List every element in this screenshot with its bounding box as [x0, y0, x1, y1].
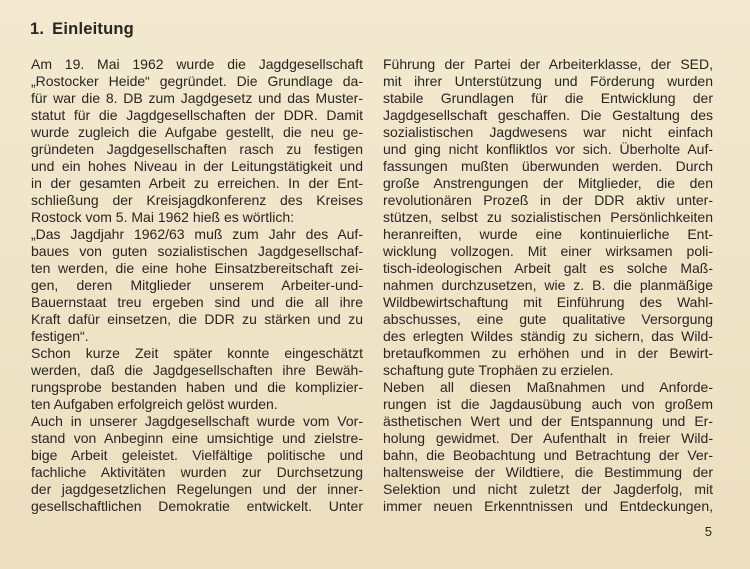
text-line: sozialistischen Jagdwesens war nicht einfach — [383, 124, 713, 140]
text-line: Jagdgesellschaft geschaffen. Die Gestaltung des — [383, 107, 713, 123]
text-line: festigen“. — [31, 328, 89, 344]
text-line: Auch in unserer Jagdgesellschaft wurde vom Vor- — [31, 413, 363, 429]
text-line: „Das Jagdjahr 1962/63 muß zum Jahr des Auf- — [31, 226, 363, 242]
text-line: schließung der Kreisjagdkonferenz des Kreises — [31, 192, 363, 208]
text-line: „Rostocker Heide“ gegründet. Die Grundlage da- — [31, 73, 363, 89]
text-line: Bauernstaat treu ergeben sind und die all ihre — [31, 294, 363, 310]
chapter-number: 1. — [30, 20, 45, 38]
right-text-column — [383, 56, 713, 515]
chapter-heading — [30, 20, 134, 39]
text-line: holung gewidmet. Der Aufenthalt in freier Wild- — [383, 430, 713, 446]
text-line: Wildbewirtschaftung mit Einführung des Wahl- — [383, 294, 713, 310]
text-line: Schon kurze Zeit später konnte eingeschätzt — [31, 345, 363, 361]
text-line: fassungen mußten überwunden werden. Durch — [383, 158, 713, 174]
text-line: Kraft dafür einsetzen, die DDR zu stärken und zu — [31, 311, 363, 327]
text-line: Am 19. Mai 1962 wurde die Jagdgesellschaft — [31, 56, 363, 72]
text-line: stützen, selbst zu sozialistischen Persönlichkeiten — [383, 209, 713, 225]
text-line: große Anstrengungen der Mitglieder, die den — [383, 175, 713, 191]
text-line: gen, deren Mitglieder unserem Arbeiter-und- — [31, 277, 363, 293]
text-line: rungsprobe bestanden haben und die komplizier- — [31, 379, 363, 395]
text-line: haltensweise der Wildtiere, die Bestimmung der — [383, 464, 713, 480]
text-line: rungen ist die Jagdausübung auch von großem — [383, 396, 713, 412]
text-line: immer neuen Erkenntnissen und Entdeckungen, — [383, 498, 713, 514]
text-line: Selektion und nicht zuletzt der Jagderfolg, mit — [383, 481, 713, 497]
text-line: stabile Grundlagen für die Entwicklung der — [383, 90, 713, 106]
text-line: gründeten Jagdgesellschaften rasch zu festigen — [31, 141, 363, 157]
text-line: in der gesamten Arbeit zu erreichen. In der Ent- — [31, 175, 363, 191]
chapter-title: Einleitung — [52, 20, 134, 38]
text-line: fachliche Aktivitäten wurden zur Durchsetzung — [31, 464, 363, 480]
text-line: ten werden, die eine hohe Einsatzbereitschaft zei- — [31, 260, 363, 276]
left-text-column — [31, 56, 363, 515]
text-line: und ging nicht konfliktlos vor sich. Überholte Auf- — [383, 141, 713, 157]
text-line: tisch-ideologischen Arbeit galt es solche Maß- — [383, 260, 713, 276]
text-line: ten Aufgaben erfolgreich gelöst wurden. — [31, 396, 278, 412]
text-line: bretaufkommen zu erhöhen und in der Bewirt- — [383, 345, 713, 361]
text-line: bige Arbeit geleistet. Vielfältige politische und — [31, 447, 363, 463]
text-line: schaftung gute Trophäen zu erzielen. — [383, 362, 614, 378]
text-line: Neben all diesen Maßnahmen und Anforde- — [383, 379, 713, 395]
text-line: der jagdgesetzlichen Regelungen und der inner- — [31, 481, 363, 497]
text-line: Rostock vom 5. Mai 1962 hieß es wörtlich: — [31, 209, 294, 225]
text-line: wicklung vollzogen. Mit einer wirksamen poli- — [383, 243, 713, 259]
text-line: werden, daß die Jagdgesellschaften ihre Bewäh- — [31, 362, 363, 378]
text-line: revolutionären Prozeß in der DDR aktiv unter- — [383, 192, 713, 208]
text-line: abschusses, eine gute qualitative Versorgung — [383, 311, 713, 327]
text-line: gesellschaftlichen Demokratie entwickelt. Unter — [31, 498, 363, 514]
text-line: Führung der Partei der Arbeiterklasse, der SED, — [383, 56, 713, 72]
text-line: wurde zugleich die Aufgabe gestellt, die neu ge- — [31, 124, 363, 140]
text-line: statut für die Jagdgesellschaften der DDR. Damit — [31, 107, 363, 123]
text-line: nahmen durchzusetzen, wie z. B. die planmäßige — [383, 277, 713, 293]
text-line: ästhetischen Wert und der Entspannung und Er- — [383, 413, 713, 429]
text-line: des erlegten Wildes ständig zu sichern, das Wild- — [383, 328, 713, 344]
page-number: 5 — [704, 524, 712, 539]
text-line: heranreiften, wurde eine kontinuierliche Ent- — [383, 226, 713, 242]
text-line: mit ihrer Unterstützung und Förderung wurden — [383, 73, 713, 89]
text-line: für war die 8. DB zum Jagdgesetz und das Muster- — [31, 90, 363, 106]
text-line: stand von Anbeginn eine umsichtige und zielstre- — [31, 430, 363, 446]
text-line: baues von guten sozialistischen Jagdgesellschaf- — [31, 243, 363, 259]
text-line: und ein hohes Niveau in der Leitungstätigkeit und — [31, 158, 363, 174]
text-line: bahn, die Beobachtung und Betrachtung der Ver- — [383, 447, 713, 463]
